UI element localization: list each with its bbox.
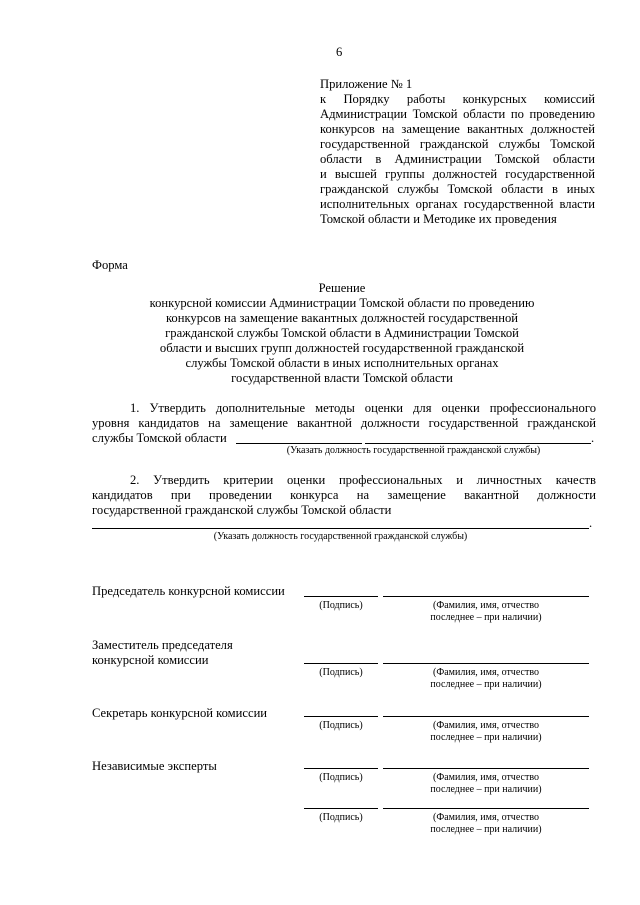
item2-end: . (589, 516, 593, 530)
page-number: 6 (336, 45, 343, 59)
secretary-label: Секретарь конкурсной комиссии (92, 706, 268, 720)
decision-block (92, 281, 592, 386)
expert1-name-caption-1: (Фамилия, имя, отчество (433, 772, 539, 783)
experts-label: Независимые эксперты (92, 759, 217, 773)
deputy-name-caption-1: (Фамилия, имя, отчество (433, 667, 539, 678)
item1-line3: службы Томской области (92, 431, 227, 445)
decision-line: государственной власти Томской области (231, 371, 453, 385)
expert2-name-caption-2: последнее – при наличии) (430, 824, 542, 835)
item1-blank-a (236, 443, 362, 444)
appendix-line: конкурсов на замещение вакантных должностей (320, 122, 595, 136)
appendix-line: исполнительных органах государственной власти (320, 197, 595, 211)
deputy-name-line (383, 663, 589, 664)
item2-caption: (Указать должность государственной гражданской службы) (213, 531, 468, 542)
appendix-line: Администрации Томской области по проведению (320, 107, 595, 121)
expert1-name-caption-2: последнее – при наличии) (430, 784, 542, 795)
secretary-name-caption-1: (Фамилия, имя, отчество (433, 720, 539, 731)
item1-caption: (Указать должность государственной гражданской службы) (286, 445, 541, 456)
expert1-sign-caption: (Подпись) (319, 772, 363, 783)
deputy-sign-caption: (Подпись) (319, 667, 363, 678)
deputy-label-2: конкурсной комиссии (92, 653, 209, 667)
appendix-title: Приложение № 1 (320, 77, 413, 91)
appendix-line: Томской области и Методике их проведения (320, 212, 557, 226)
decision-line: конкурсной комиссии Администрации Томской области по проведению (149, 296, 535, 310)
appendix-line: области в Администрации Томской области (320, 152, 595, 166)
deputy-label-1: Заместитель председателя (92, 638, 233, 652)
form-label: Форма (92, 258, 128, 272)
appendix-line: гражданской службы Томской области в иных (320, 182, 595, 196)
item2-line2: кандидатов при проведении конкурса на замещение вакантной должности (92, 488, 596, 502)
expert2-name-line (383, 808, 589, 809)
chairman-name-line (383, 596, 589, 597)
secretary-name-line (383, 716, 589, 717)
chairman-name-caption-1: (Фамилия, имя, отчество (433, 600, 539, 611)
expert2-sign-caption: (Подпись) (319, 812, 363, 823)
expert2-sign-line (304, 808, 378, 809)
item1-line2: уровня кандидатов на замещение вакантной должности государственной гражданской (92, 416, 596, 430)
item1-end: . (591, 431, 595, 445)
decision-line: области и высших групп должностей государственной гражданской (159, 341, 525, 355)
deputy-sign-line (304, 663, 378, 664)
appendix-text (320, 92, 595, 227)
chairman-sign-caption: (Подпись) (319, 600, 363, 611)
secretary-name-caption-2: последнее – при наличии) (430, 732, 542, 743)
chairman-sign-line (304, 596, 378, 597)
expert1-sign-line (304, 768, 378, 769)
chairman-name-caption-2: последнее – при наличии) (430, 612, 542, 623)
chairman-label: Председатель конкурсной комиссии (92, 584, 285, 598)
item2-blank (92, 528, 589, 529)
item1-blank-b (365, 443, 591, 444)
appendix-line: к Порядку работы конкурсных комиссий (320, 92, 595, 106)
decision-line: службы Томской области в иных исполнительных органах (185, 356, 499, 370)
item1-line1: 1. Утвердить дополнительные методы оценки для оценки профессионального (130, 401, 596, 415)
expert1-name-line (383, 768, 589, 769)
item2-line1: 2. Утвердить критерии оценки профессиональных и личностных качеств (130, 473, 596, 487)
secretary-sign-line (304, 716, 378, 717)
appendix-line: государственной гражданской службы Томской (320, 137, 595, 151)
appendix-line: и высшей группы должностей государственной (320, 167, 595, 181)
secretary-sign-caption: (Подпись) (319, 720, 363, 731)
decision-title: Решение (318, 281, 366, 295)
item2-line3: государственной гражданской службы Томской области (92, 503, 392, 517)
expert2-name-caption-1: (Фамилия, имя, отчество (433, 812, 539, 823)
decision-line: гражданской службы Томской области в Администрации Томской (165, 326, 519, 340)
deputy-name-caption-2: последнее – при наличии) (430, 679, 542, 690)
decision-line: конкурсов на замещение вакантных должностей государственной (165, 311, 519, 325)
